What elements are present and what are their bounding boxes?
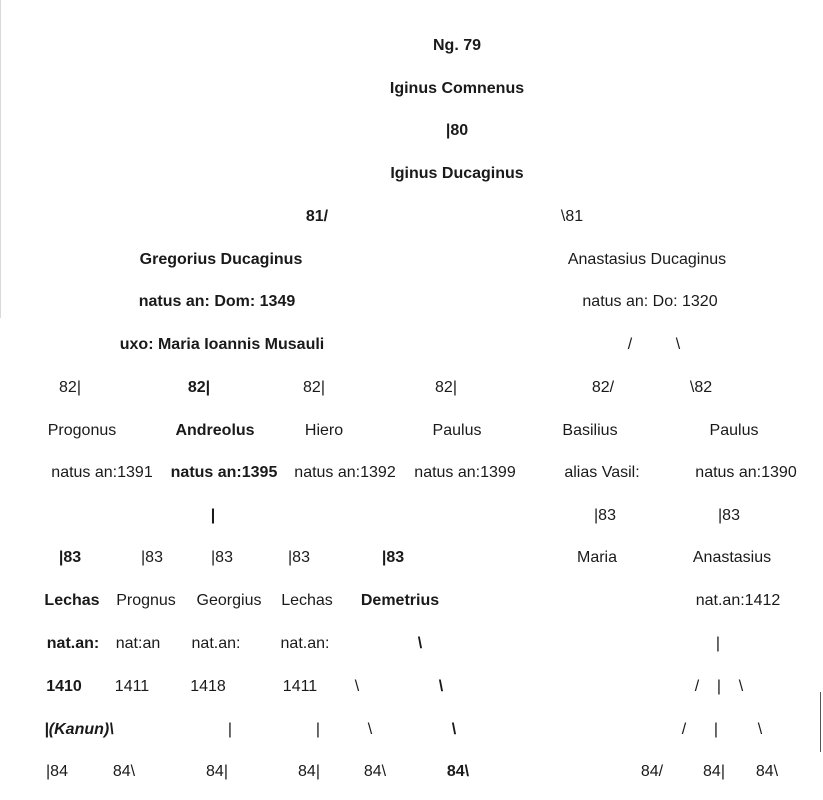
gregorius-wife: uxo: Maria Ioannis Musauli: [119, 336, 325, 353]
anastasius-jr-descent-line: |: [715, 635, 721, 652]
paulus-link: 82|: [435, 379, 457, 396]
prognus-name: Prognus: [116, 592, 176, 609]
anastasius-jr-link: |83: [718, 507, 740, 524]
generation-80-link: |80: [445, 122, 469, 139]
andreolus-descent-line: |: [210, 507, 216, 524]
hiero-name: Hiero: [304, 422, 344, 439]
lechas-2-name: Lechas: [281, 592, 333, 609]
left-image-edge: [0, 0, 1, 318]
demetrius-link: |83: [381, 549, 405, 566]
right-image-edge: [820, 692, 821, 752]
lechas-birth-year: 1410: [46, 678, 82, 695]
lechas-link: |83: [58, 549, 82, 566]
lechas-2-birth-year: 1411: [282, 678, 318, 695]
root-ancestor-name: Iginus Comnenus: [389, 80, 525, 97]
lechas-2-branch-line-2: \: [367, 721, 373, 738]
anastasius-branch-right: \: [675, 336, 681, 353]
maria-name: Maria: [576, 549, 618, 566]
paulus-name: Paulus: [432, 422, 482, 439]
gen84-right-link-1: 84/: [640, 763, 664, 780]
anastasius-jr-branch-left-1: /: [694, 678, 700, 695]
gen84-right-link-2: 84|: [703, 763, 725, 780]
demetrius-descent-line-1: \: [417, 635, 423, 652]
generation-80-name: Iginus Ducaginus: [390, 165, 524, 182]
gen84-link-1: |84: [46, 763, 68, 780]
paulus-birth: natus an:1399: [414, 464, 516, 481]
lechas-birth-label: nat.an:: [46, 635, 100, 652]
lechas-kanun-note: |(Kanun)\: [44, 721, 114, 738]
demetrius-descent-line-2: \: [438, 678, 444, 695]
gregorius-birth: natus an: Dom: 1349: [138, 293, 296, 310]
gen84-link-5: 84\: [363, 763, 387, 780]
demetrius-descent-line-3: \: [451, 721, 457, 738]
anastasius-branch-left: /: [627, 336, 633, 353]
gen84-link-3: 84|: [206, 763, 228, 780]
lechas-name: Lechas: [44, 592, 100, 609]
anastasius-jr-branch-mid-1: |: [716, 678, 722, 695]
lechas-2-branch-line-1: \: [354, 678, 360, 695]
gregorius-name: Gregorius Ducaginus: [139, 251, 303, 268]
gen84-link-2: 84\: [112, 763, 136, 780]
georgius-birth-label: nat.an:: [191, 635, 241, 652]
prognus-birth-label: nat:an: [115, 635, 161, 652]
prognus-link: |83: [141, 549, 163, 566]
anastasius-jr-branch-right-1: \: [738, 678, 744, 695]
maria-link: |83: [594, 507, 616, 524]
gen84-link-6: 84\: [446, 763, 470, 780]
anastasius-birth: natus an: Do: 1320: [582, 293, 718, 310]
anastasius-jr-branch-left-2: /: [681, 721, 687, 738]
gregorius-link: 81/: [305, 208, 329, 225]
hiero-birth: natus an:1392: [294, 464, 396, 481]
paulus-right-name: Paulus: [709, 422, 759, 439]
paulus-right-birth: natus an:1390: [695, 464, 797, 481]
andreolus-link: 82|: [187, 379, 211, 396]
anastasius-link: \81: [560, 208, 584, 225]
progonus-name: Progonus: [47, 422, 117, 439]
georgius-descent-line: |: [227, 721, 233, 738]
anastasius-name: Anastasius Ducaginus: [567, 251, 727, 268]
progonus-birth: natus an:1391: [51, 464, 153, 481]
basilius-alias: alias Vasil:: [564, 464, 640, 481]
basilius-name: Basilius: [562, 422, 618, 439]
andreolus-birth: natus an:1395: [170, 464, 278, 481]
georgius-name: Georgius: [196, 592, 262, 609]
demetrius-name: Demetrius: [360, 592, 440, 609]
paulus-right-link: \82: [689, 379, 713, 396]
lechas-2-birth-label: nat.an:: [280, 635, 330, 652]
reference-number: Ng. 79: [432, 37, 482, 54]
basilius-link: 82/: [591, 379, 615, 396]
georgius-birth-year: 1418: [190, 678, 226, 695]
prognus-birth-year: 1411: [114, 678, 150, 695]
gen84-link-4: 84|: [298, 763, 320, 780]
hiero-link: 82|: [303, 379, 325, 396]
gen84-right-link-3: 84\: [755, 763, 779, 780]
anastasius-jr-name: Anastasius: [692, 549, 772, 566]
andreolus-name: Andreolus: [175, 422, 255, 439]
georgius-link: |83: [211, 549, 233, 566]
lechas-2-link: |83: [288, 549, 310, 566]
lechas-2-descent-line: |: [315, 721, 321, 738]
anastasius-jr-branch-right-2: \: [757, 721, 763, 738]
anastasius-jr-branch-mid-2: |: [713, 721, 719, 738]
progonus-link: 82|: [59, 379, 81, 396]
anastasius-jr-birth: nat.an:1412: [695, 592, 781, 609]
